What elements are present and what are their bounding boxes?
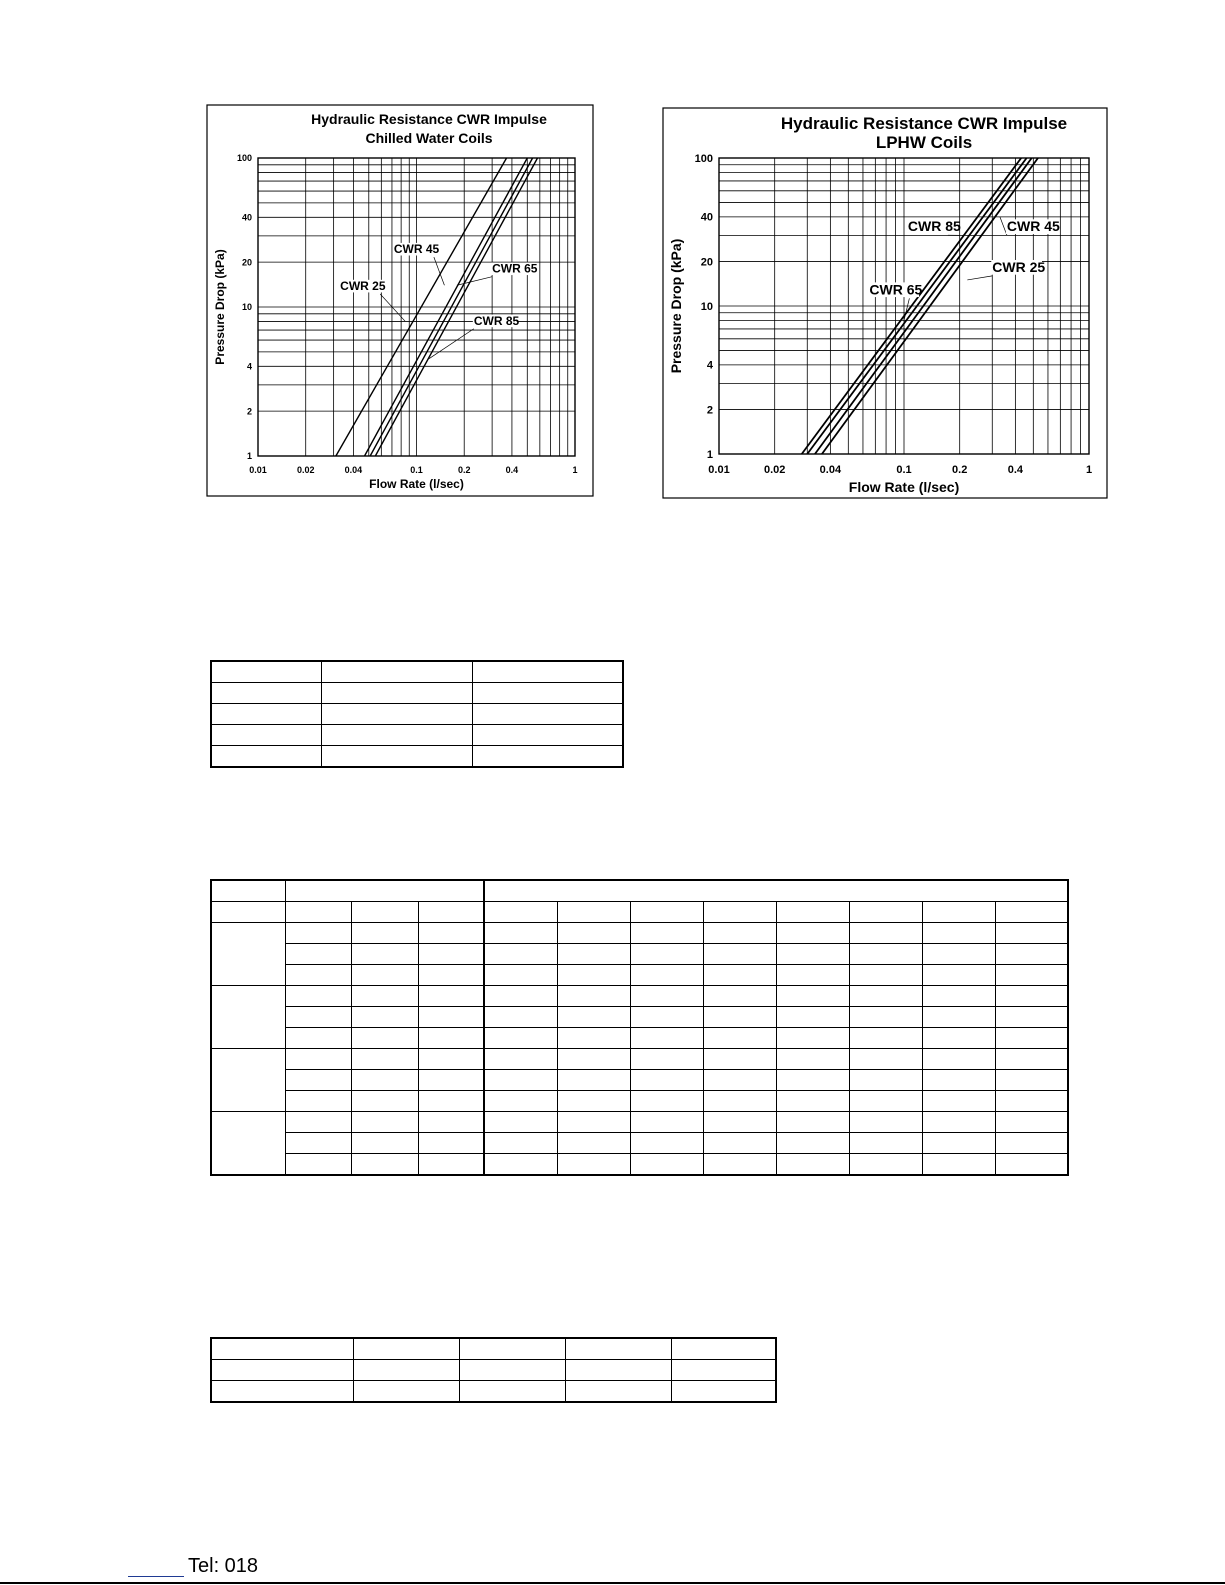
y-tick-label: 100	[694, 152, 713, 165]
x-tick-label: 0.01	[708, 464, 730, 476]
y-tick-label: 20	[700, 256, 713, 269]
x-axis-label: Flow Rate (l/sec)	[848, 479, 960, 495]
table-row	[211, 1028, 1068, 1049]
lphw-chart	[662, 107, 1108, 499]
table-row	[211, 1091, 1068, 1112]
annotation-label: CWR 85	[473, 313, 520, 328]
x-tick-label: 0.04	[344, 465, 363, 475]
table-row	[211, 746, 623, 768]
y-tick-label: 20	[241, 257, 252, 268]
y-tick-label: 1	[246, 451, 252, 462]
x-tick-label: 0.01	[249, 465, 267, 475]
x-tick-label: 1	[1085, 464, 1093, 476]
table-row	[211, 965, 1068, 986]
x-tick-label: 0.02	[763, 464, 786, 476]
chilled-water-chart	[206, 104, 594, 497]
table-row	[211, 683, 623, 704]
table-1	[210, 660, 624, 768]
y-tick-label: 2	[246, 406, 252, 417]
table-row	[211, 923, 1068, 944]
chart-subtitle: Chilled Water Coils	[365, 130, 493, 146]
annotation-label: CWR 45	[393, 242, 440, 257]
y-axis-label: Pressure Drop (kPa)	[213, 249, 227, 365]
y-tick-label: 1	[706, 448, 713, 461]
table-row	[211, 1007, 1068, 1028]
annotation-label: CWR 45	[1006, 218, 1060, 235]
x-tick-label: 1	[572, 465, 578, 475]
table-row	[211, 902, 1068, 923]
y-tick-label: 4	[706, 359, 713, 372]
y-tick-label: 40	[700, 211, 713, 224]
x-tick-label: 0.4	[505, 465, 519, 475]
chart-title: Hydraulic Resistance CWR Impulse	[311, 111, 547, 127]
x-tick-label: 0.04	[819, 464, 842, 476]
table-row	[211, 944, 1068, 965]
table-row	[211, 704, 623, 725]
y-tick-label: 100	[236, 153, 252, 164]
table-row	[211, 661, 623, 683]
table-row	[211, 1381, 776, 1403]
x-tick-label: 0.02	[296, 465, 315, 475]
y-tick-label: 4	[246, 361, 252, 372]
y-tick-label: 40	[241, 212, 252, 223]
chart-frame	[663, 108, 1107, 498]
table-row	[211, 1338, 776, 1360]
footer-tel: Tel: 018	[188, 1555, 259, 1577]
table-row	[211, 725, 623, 746]
table-3	[210, 1337, 777, 1403]
annotation-label: CWR 65	[869, 281, 923, 298]
y-tick-label: 10	[700, 300, 713, 313]
table-row	[211, 880, 1068, 902]
x-tick-label: 0.2	[457, 465, 471, 475]
table-row	[211, 1112, 1068, 1133]
footer-rule	[0, 1582, 1225, 1584]
table-row	[211, 1133, 1068, 1154]
table-row	[211, 1049, 1068, 1070]
x-tick-label: 0.2	[952, 464, 968, 476]
y-axis-label: Pressure Drop (kPa)	[668, 238, 684, 374]
x-axis-label: Flow Rate (l/sec)	[369, 477, 464, 491]
y-tick-label: 10	[241, 302, 252, 313]
annotation-label: CWR 25	[992, 258, 1046, 275]
annotation-label: CWR 85	[907, 218, 961, 235]
table-2	[210, 879, 1069, 1176]
y-tick-label: 2	[706, 404, 713, 417]
chart-subtitle: LPHW Coils	[875, 133, 973, 152]
table-row	[211, 1070, 1068, 1091]
x-tick-label: 0.4	[1007, 464, 1024, 476]
table-row	[211, 986, 1068, 1007]
chart-title: Hydraulic Resistance CWR Impulse	[780, 114, 1068, 133]
annotation-label: CWR 65	[492, 261, 538, 276]
footer-link-underline	[128, 1576, 184, 1577]
annotation-label: CWR 25	[340, 279, 386, 294]
table-row	[211, 1360, 776, 1381]
table-row	[211, 1154, 1068, 1176]
x-tick-label: 0.1	[896, 464, 912, 476]
x-tick-label: 0.1	[410, 465, 423, 475]
